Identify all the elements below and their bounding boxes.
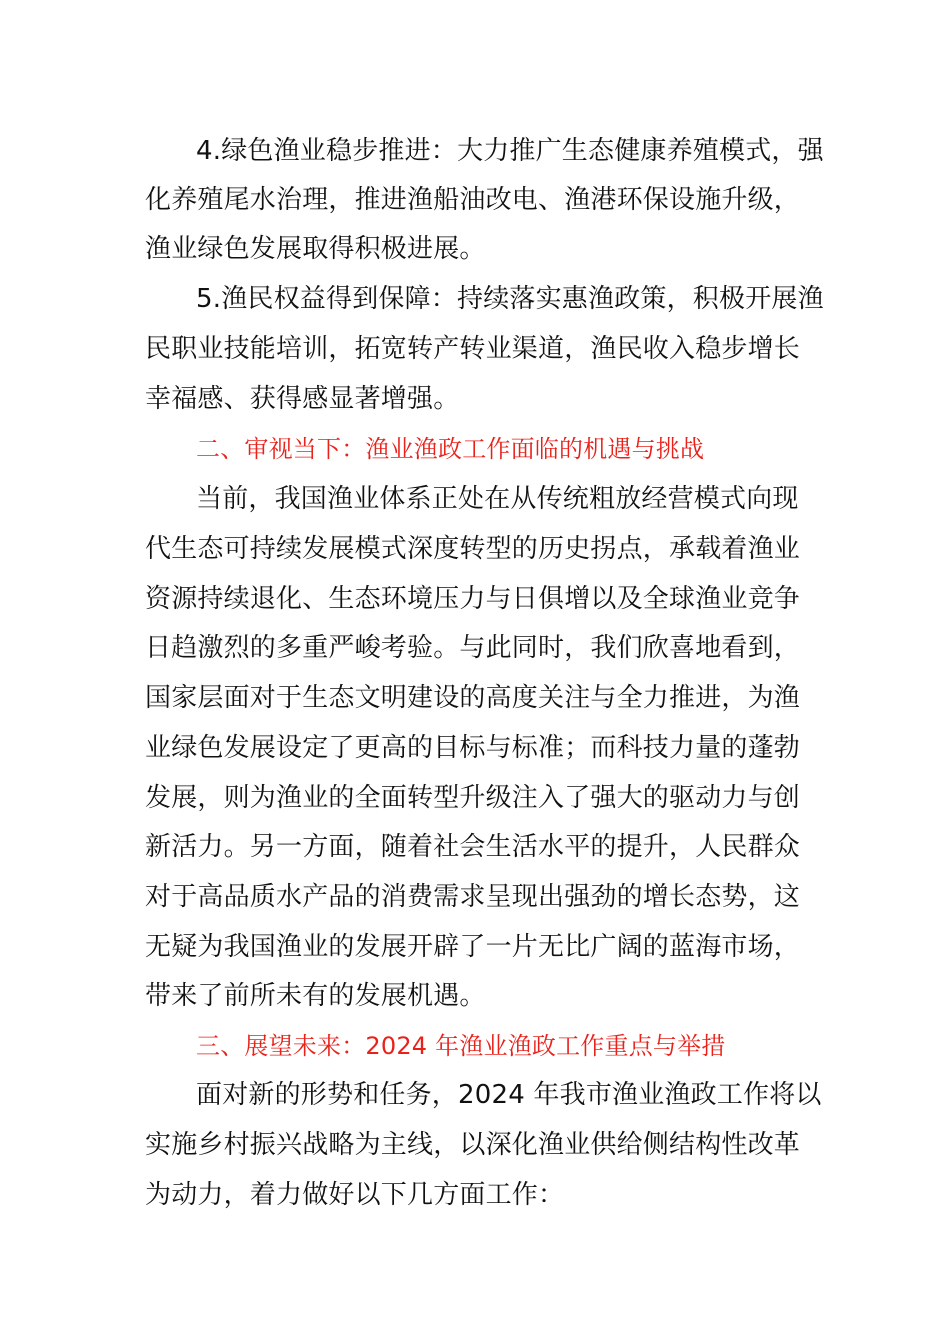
section-heading-3: 三、展望未来：2024 年渔业渔政工作重点与举措 bbox=[196, 1032, 726, 1060]
paragraph-4-line-2: 化养殖尾水治理，推进渔船油改电、渔港环保设施升级， bbox=[145, 185, 801, 215]
paragraph-future-line-3: 为动力，着力做好以下几方面工作： bbox=[145, 1180, 565, 1210]
paragraph-4-line-3: 渔业绿色发展取得积极进展。 bbox=[145, 234, 486, 264]
paragraph-current-line-3: 资源持续退化、生态环境压力与日俱增以及全球渔业竞争 bbox=[145, 584, 801, 614]
paragraph-current-line-2: 代生态可持续发展模式深度转型的历史拐点，承载着渔业 bbox=[145, 534, 801, 564]
paragraph-current-line-8: 新活力。另一方面，随着社会生活水平的提升，人民群众 bbox=[145, 832, 801, 862]
paragraph-current-line-7: 发展，则为渔业的全面转型升级注入了强大的驱动力与创 bbox=[145, 783, 801, 813]
paragraph-current-line-5: 国家层面对于生态文明建设的高度关注与全力推进，为渔 bbox=[145, 683, 801, 713]
paragraph-4-line-1: 4.绿色渔业稳步推进：大力推广生态健康养殖模式，强 bbox=[196, 136, 824, 166]
paragraph-5-line-3: 幸福感、获得感显著增强。 bbox=[145, 384, 460, 414]
paragraph-current-line-10: 无疑为我国渔业的发展开辟了一片无比广阔的蓝海市场， bbox=[145, 932, 801, 962]
paragraph-future-line-2: 实施乡村振兴战略为主线，以深化渔业供给侧结构性改革 bbox=[145, 1130, 801, 1160]
paragraph-current-line-11: 带来了前所未有的发展机遇。 bbox=[145, 981, 486, 1011]
paragraph-current-line-1: 当前，我国渔业体系正处在从传统粗放经营模式向现 bbox=[196, 484, 799, 514]
paragraph-current-line-9: 对于高品质水产品的消费需求呈现出强劲的增长态势，这 bbox=[145, 882, 801, 912]
paragraph-current-line-4: 日趋激烈的多重严峻考验。与此同时，我们欣喜地看到， bbox=[145, 633, 801, 663]
paragraph-5-line-1: 5.渔民权益得到保障：持续落实惠渔政策，积极开展渔 bbox=[196, 284, 824, 314]
paragraph-future-line-1: 面对新的形势和任务，2024 年我市渔业渔政工作将以 bbox=[196, 1080, 822, 1110]
paragraph-5-line-2: 民职业技能培训，拓宽转产转业渠道，渔民收入稳步增长 bbox=[145, 334, 801, 364]
paragraph-current-line-6: 业绿色发展设定了更高的目标与标准；而科技力量的蓬勃 bbox=[145, 733, 801, 763]
section-heading-2: 二、审视当下：渔业渔政工作面临的机遇与挑战 bbox=[196, 435, 705, 463]
